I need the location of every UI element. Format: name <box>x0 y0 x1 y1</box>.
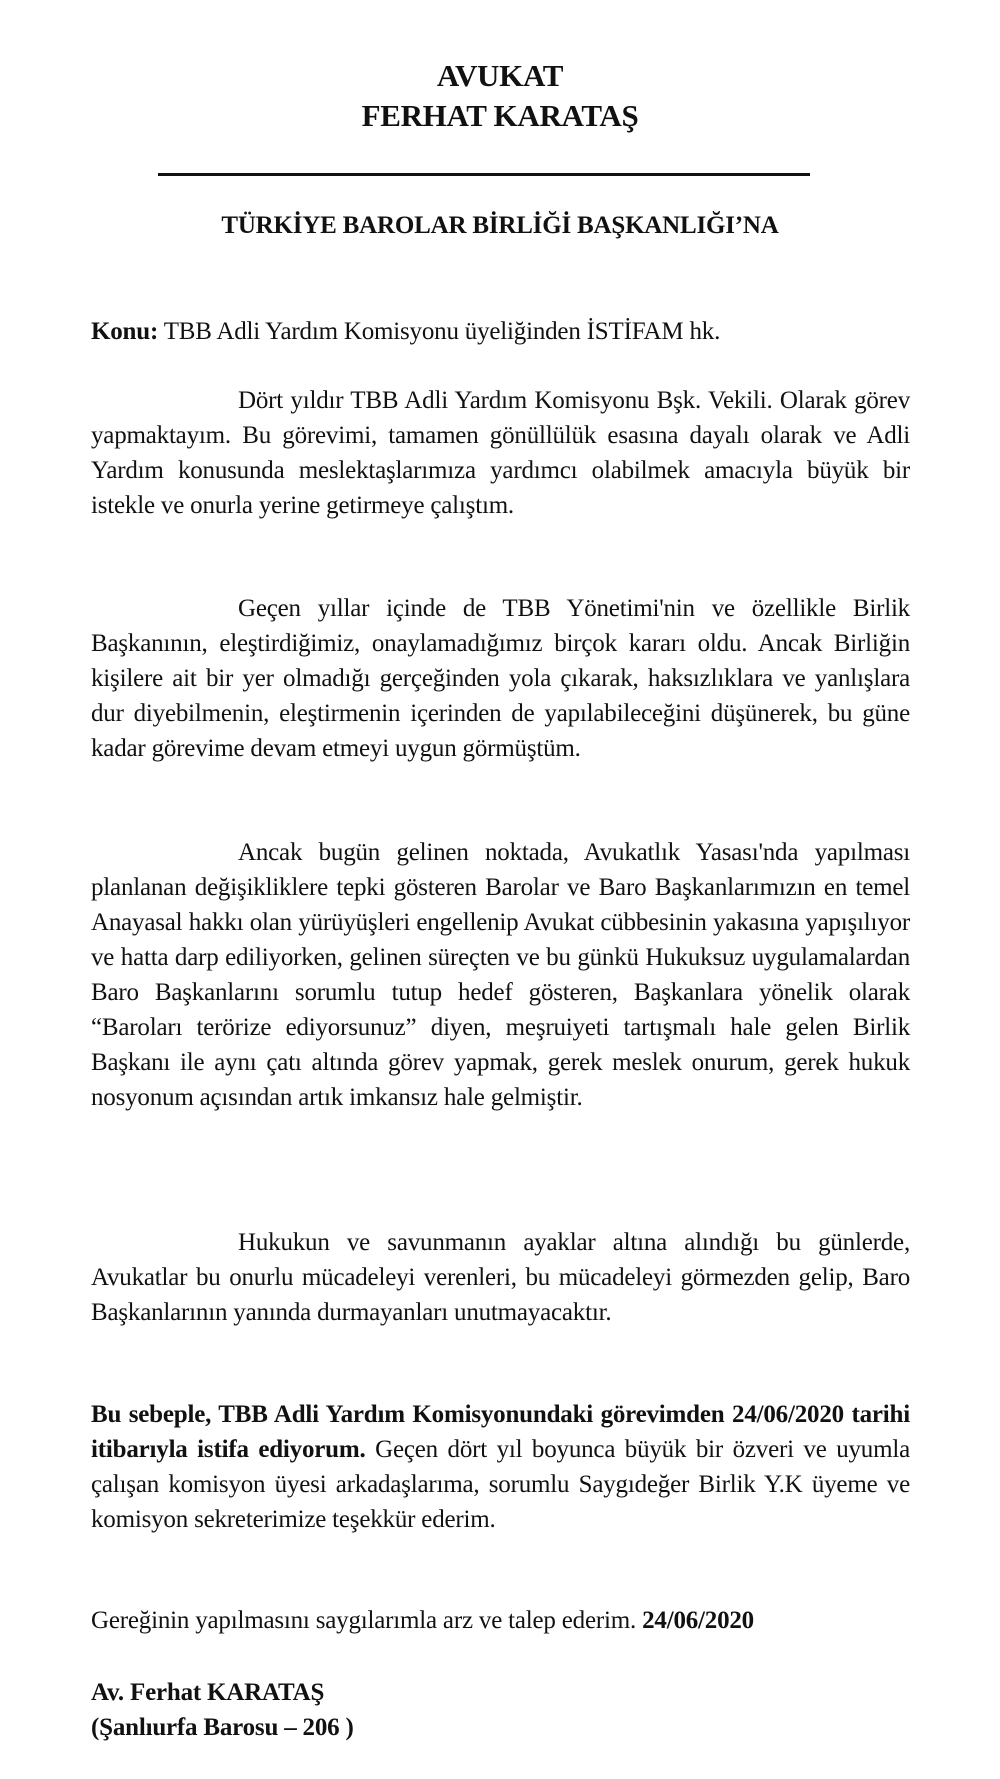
header-divider <box>158 173 810 176</box>
signature-block <box>91 1675 910 1745</box>
resignation-statement: Bu sebeple, TBB Adli Yardım Komisyonundaki görevimden 24/06/2020 tarihi itibarıyla istifa ediyorum. <box>91 1401 910 1463</box>
paragraph-text: Dört yıldır TBB Adli Yardım Komisyonu Bşk. Vekili. Olarak görev yapmaktayım. Bu görevimi, tamamen gönüllülük esasına dayalı olarak ve Adli Yardım konusunda meslektaşlarımıza yardımcı olabilmek amacıyla büyük bir istekle ve onurla yerine getirmeye çalıştım. <box>91 387 910 519</box>
paragraph-4 <box>91 1225 910 1330</box>
signature-name: Av. Ferhat KARATAŞ <box>91 1679 325 1706</box>
signature-bar: (Şanlıurfa Barosu – 206 ) <box>91 1714 354 1741</box>
paragraph-1 <box>91 383 910 523</box>
paragraph-2 <box>91 591 910 766</box>
paragraph-3 <box>91 835 910 1115</box>
closing-date: 24/06/2020 <box>642 1607 754 1634</box>
header-title: AVUKAT <box>436 58 564 93</box>
subject-line <box>91 314 910 349</box>
subject-text: TBB Adli Yardım Komisyonu üyeliğinden İSTİFAM hk. <box>158 318 721 345</box>
paragraph-text: Geçen yıllar içinde de TBB Yönetimi'nin ve özellikle Birlik Başkanının, eleştirdiğimiz, onaylamadığımız birçok kararı oldu. Ancak Birliğin kişilere ait bir yer olmadığı gerçeğinden yola çıkarak, haksızlıklara ve yanlışlara dur diyebilmenin, eleştirmenin içerinden de yapılabileceğini düşünerek, bu güne kadar görevime devam etmeyi uygun görmüştüm. <box>91 595 910 762</box>
resignation-thanks: Geçen dört yıl boyunca büyük bir özveri ve uyumla çalışan komisyon üyesi arkadaşlarıma, sorumlu Saygıdeğer Birlik Y.K üyeme ve komisyon sekreterimize teşekkür ederim. <box>91 1436 910 1533</box>
addressee: TÜRKİYE BAROLAR BİRLİĞİ BAŞKANLIĞI’NA <box>221 212 779 239</box>
subject-label: Konu: <box>91 318 159 345</box>
paragraph-text: Ancak bugün gelinen noktada, Avukatlık Yasası'nda yapılması planlanan değişikliklere tepki gösteren Barolar ve Baro Başkanlarımızın en temel Anayasal hakkı olan yürüyüşleri engellenip Avukat cübbesinin yakasına yapışılıyor ve hatta darp ediliyorken, gelinen süreçten ve bu günkü Hukuksuz uygulamalardan Baro Başkanlarını sorumlu tutup hedef gösteren, Başkanlara yönelik olarak “Baroları terörize ediyorsunuz” diyen, meşruiyeti tartışmalı hale gelen Birlik Başkanı ile aynı çatı altında görev yapmak, gerek meslek onurum, gerek hukuk nosyonum açısından artık imkansız hale gelmiştir. <box>91 839 910 1111</box>
closing-text: Gereğinin yapılmasını saygılarımla arz ve talep ederim. <box>91 1607 643 1634</box>
resignation-paragraph <box>91 1397 910 1537</box>
closing-line <box>91 1603 910 1638</box>
header-name: FERHAT KARATAŞ <box>361 98 639 133</box>
paragraph-text: Hukukun ve savunmanın ayaklar altına alındığı bu günlerde, Avukatlar bu onurlu mücadeleyi verenleri, bu mücadeleyi görmezden gelip, Baro Başkanlarının yanında durmayanları unutmayacaktır. <box>91 1229 910 1326</box>
